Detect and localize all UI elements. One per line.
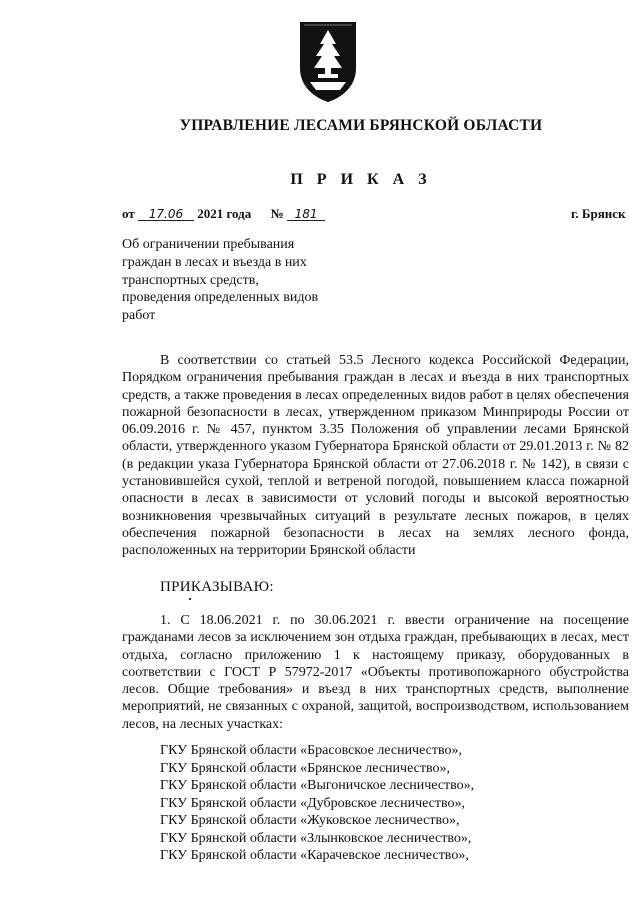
list-item: ГКУ Брянской области «Злынковское лесничество», [160, 830, 472, 846]
scan-mark [189, 598, 191, 600]
list-item: ГКУ Брянской области «Выгоничское лесничество», [160, 778, 475, 793]
item-1-paragraph: 1. С 18.06.2021 г. по 30.06.2021 г. ввести ограничение на посещение гражданами лесов за исключением зон отдыха граждан, пребывающих в лесах, мест отдыха, согласно приложению 1 к настоящему приказу, оборудованных в соответствии с ГОСТ Р 57972-2017 «Объекты противопожарного обустройства лесов. Общие требования» и въезд в них транспортных средств, выполнение мероприятий, не связанных с охраной, защитой, воспроизводством, использованием лесов, на лесных участках: [122, 613, 629, 732]
date-number-line [122, 206, 325, 222]
list-item: ГКУ Брянской области «Брасовское лесничество», [160, 743, 463, 758]
list-item: ГКУ Брянской области «Брянское лесничество», [160, 760, 450, 776]
handwritten-date: 17.06 [138, 208, 194, 221]
list-item: ГКУ Брянской области «Карачевское лесничество», [160, 848, 469, 863]
preamble-paragraph: В соответствии со статьей 53.5 Лесного кодекса Российской Федерации, Порядком ограничения пребывания граждан в лесах и въезда в них транспортных средств, а также проведения в лесах определенных видов работ в целях обеспечения пожарной безопасности в лесах, утвержденном приказом Минприроды России от 06.09.2016 г. № 457, пунктом 3.35 Положения об управлении лесами Брянской области, утвержденного указом Губернатора Брянской области от 29.01.2013 г. № 82 (в редакции указа Губернатора Брянской области от 27.06.2018 г. № 142), в связи с установившейся сухой, теплой и ветреной погодой, повышением класса пожарной опасности в лесах в зависимости от условий погоды и высокой вероятностью возникновения чрезвычайных ситуаций в результате лесных пожаров, в целях обеспечения пожарной безопасности в лесах на землях лесного фонда, расположенных на территории Брянской области [122, 353, 629, 559]
city: г. Брянск [571, 206, 626, 221]
list-item: ГКУ Брянской области «Жуковское лесничество», [160, 813, 460, 828]
order-word: ПРИКАЗЫВАЮ: [160, 579, 274, 595]
number-prefix: № [270, 206, 284, 221]
date-year: 2021 года [197, 206, 252, 221]
list-item: ГКУ Брянской области «Дубровское лесничество», [160, 795, 466, 811]
handwritten-number: 181 [287, 208, 325, 221]
forestry-list [160, 742, 474, 865]
date-prefix: от [122, 206, 135, 221]
order-subject: Об ограничении пребывания граждан в лесах и въезда в них транспортных средств, проведения определенных видов работ [122, 237, 319, 324]
document-type-title: П Р И К А З [290, 171, 432, 188]
organization-heading: УПРАВЛЕНИЕ ЛЕСАМИ БРЯНСКОЙ ОБЛАСТИ [179, 117, 543, 134]
bryansk-coat-of-arms-emblem [296, 18, 360, 104]
